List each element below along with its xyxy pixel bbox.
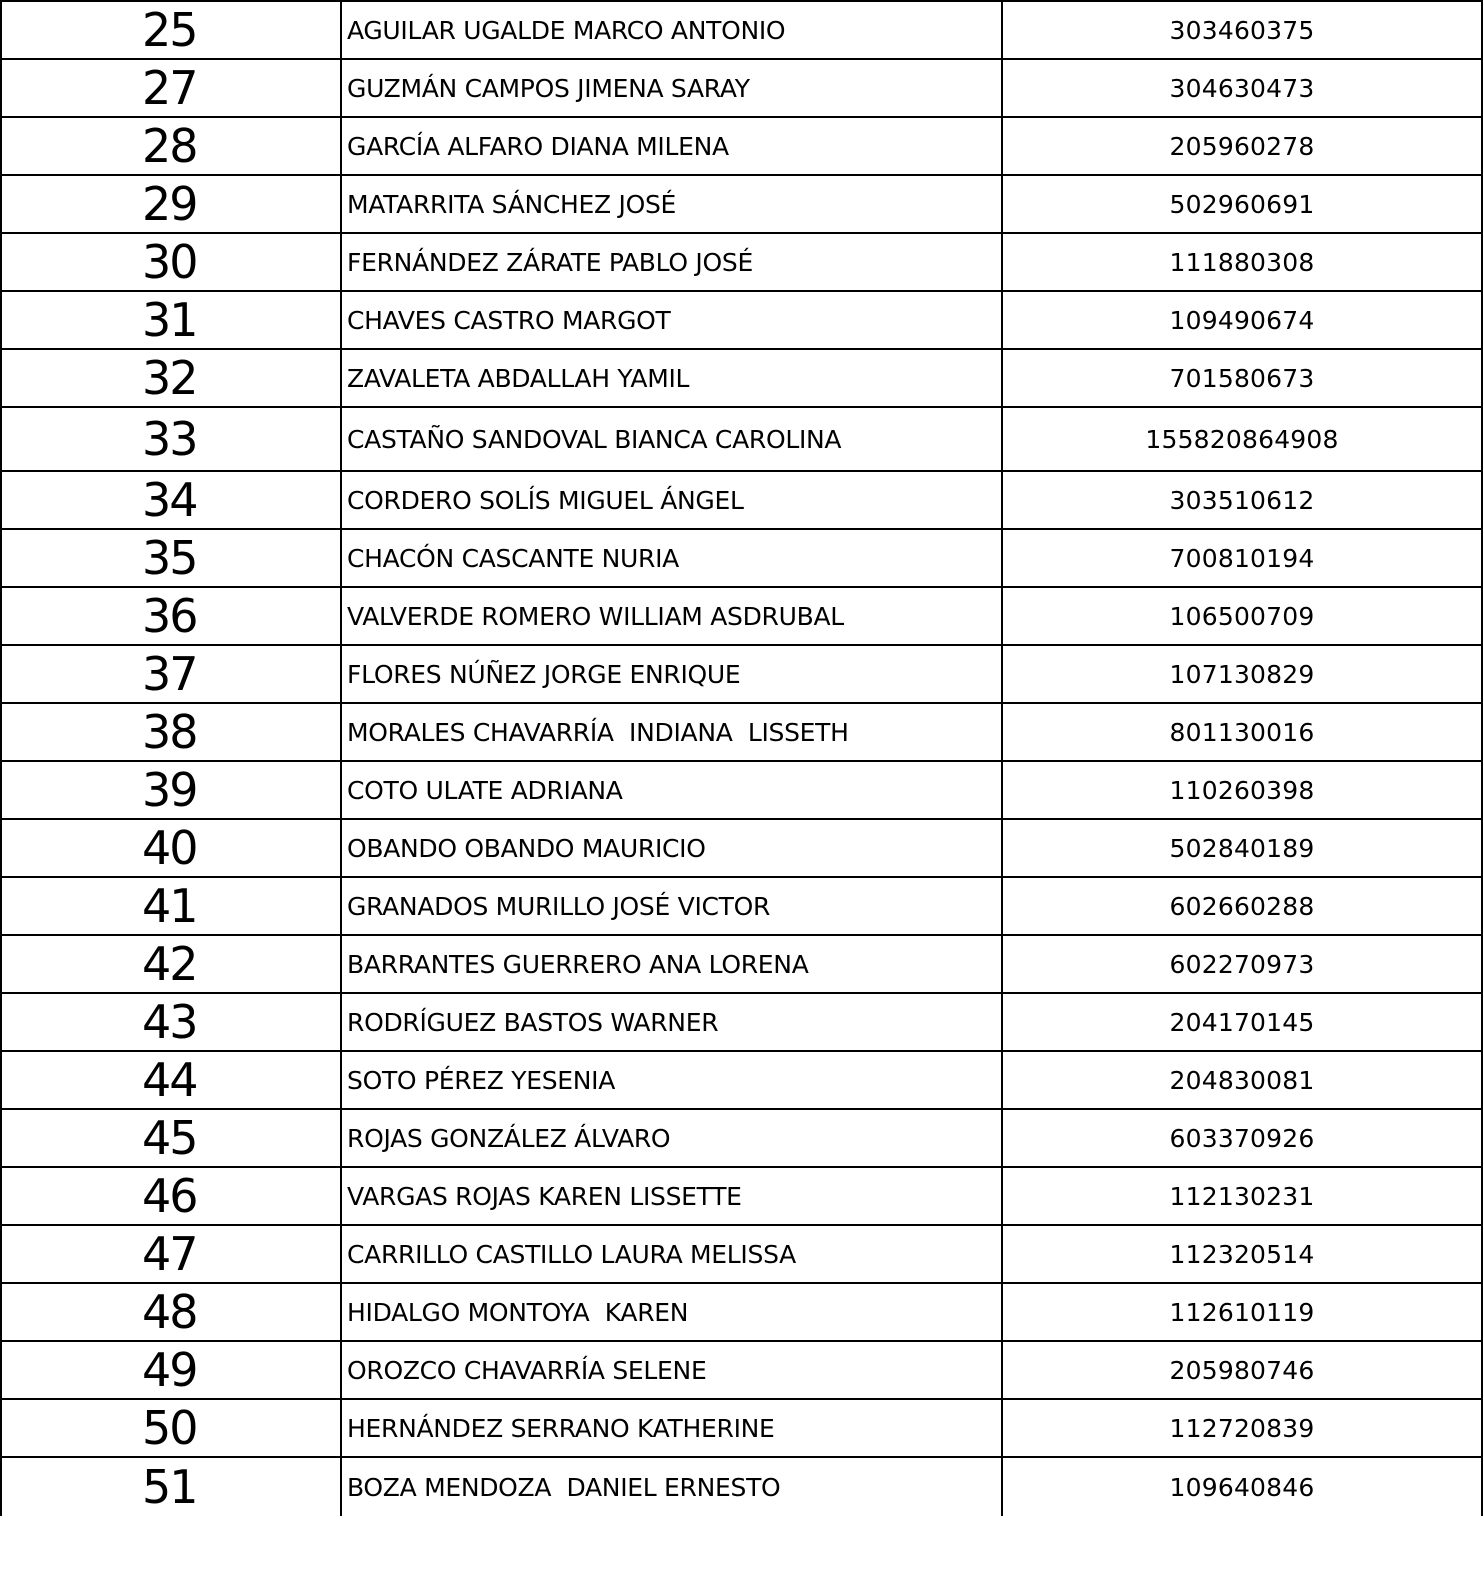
person-name: HERNÁNDEZ SERRANO KATHERINE [341, 1399, 1002, 1457]
table-row [1, 993, 1482, 1051]
id-number: 700810194 [1002, 529, 1482, 587]
row-number: 30 [1, 233, 341, 291]
table-row [1, 233, 1482, 291]
table-row [1, 587, 1482, 645]
id-number: 303460375 [1002, 1, 1482, 59]
table-row [1, 1225, 1482, 1283]
row-number: 36 [1, 587, 341, 645]
person-name: RODRÍGUEZ BASTOS WARNER [341, 993, 1002, 1051]
row-number: 44 [1, 1051, 341, 1109]
id-number: 112130231 [1002, 1167, 1482, 1225]
id-number: 109490674 [1002, 291, 1482, 349]
table-row [1, 291, 1482, 349]
table-row [1, 1167, 1482, 1225]
table-row [1, 935, 1482, 993]
table-row [1, 877, 1482, 935]
id-number: 106500709 [1002, 587, 1482, 645]
id-number: 205980746 [1002, 1341, 1482, 1399]
table-row [1, 349, 1482, 407]
id-number: 204830081 [1002, 1051, 1482, 1109]
row-number: 51 [1, 1457, 341, 1516]
row-number: 31 [1, 291, 341, 349]
id-number: 502840189 [1002, 819, 1482, 877]
id-number: 204170145 [1002, 993, 1482, 1051]
table-row [1, 175, 1482, 233]
table-row [1, 645, 1482, 703]
person-name: FERNÁNDEZ ZÁRATE PABLO JOSÉ [341, 233, 1002, 291]
person-name: BARRANTES GUERRERO ANA LORENA [341, 935, 1002, 993]
row-number: 40 [1, 819, 341, 877]
row-number: 47 [1, 1225, 341, 1283]
table-row [1, 59, 1482, 117]
row-number: 42 [1, 935, 341, 993]
table-row [1, 761, 1482, 819]
table-row [1, 1399, 1482, 1457]
id-number: 304630473 [1002, 59, 1482, 117]
table-row [1, 1283, 1482, 1341]
row-number: 41 [1, 877, 341, 935]
id-number: 303510612 [1002, 471, 1482, 529]
person-name: GUZMÁN CAMPOS JIMENA SARAY [341, 59, 1002, 117]
id-number: 111880308 [1002, 233, 1482, 291]
table-row [1, 471, 1482, 529]
row-number: 50 [1, 1399, 341, 1457]
row-number: 37 [1, 645, 341, 703]
person-name: FLORES NÚÑEZ JORGE ENRIQUE [341, 645, 1002, 703]
row-number: 34 [1, 471, 341, 529]
person-name: GRANADOS MURILLO JOSÉ VICTOR [341, 877, 1002, 935]
table-row [1, 117, 1482, 175]
person-name: MORALES CHAVARRÍA INDIANA LISSETH [341, 703, 1002, 761]
row-number: 25 [1, 1, 341, 59]
row-number: 28 [1, 117, 341, 175]
table-row [1, 703, 1482, 761]
id-number: 107130829 [1002, 645, 1482, 703]
row-number: 27 [1, 59, 341, 117]
person-name: HIDALGO MONTOYA KAREN [341, 1283, 1002, 1341]
person-name: CORDERO SOLÍS MIGUEL ÁNGEL [341, 471, 1002, 529]
row-number: 48 [1, 1283, 341, 1341]
row-number: 45 [1, 1109, 341, 1167]
id-number: 502960691 [1002, 175, 1482, 233]
id-number: 110260398 [1002, 761, 1482, 819]
table-row [1, 1341, 1482, 1399]
person-name: COTO ULATE ADRIANA [341, 761, 1002, 819]
person-name: CHAVES CASTRO MARGOT [341, 291, 1002, 349]
row-number: 49 [1, 1341, 341, 1399]
row-number: 33 [1, 407, 341, 471]
table-row [1, 1109, 1482, 1167]
table-row [1, 529, 1482, 587]
person-name: CHACÓN CASCANTE NURIA [341, 529, 1002, 587]
id-number: 112720839 [1002, 1399, 1482, 1457]
id-number: 205960278 [1002, 117, 1482, 175]
person-name: SOTO PÉREZ YESENIA [341, 1051, 1002, 1109]
person-name: BOZA MENDOZA DANIEL ERNESTO [341, 1457, 1002, 1516]
id-number: 602660288 [1002, 877, 1482, 935]
table-row [1, 1051, 1482, 1109]
id-number: 112320514 [1002, 1225, 1482, 1283]
person-name: OROZCO CHAVARRÍA SELENE [341, 1341, 1002, 1399]
row-number: 29 [1, 175, 341, 233]
person-name: AGUILAR UGALDE MARCO ANTONIO [341, 1, 1002, 59]
person-name: VARGAS ROJAS KAREN LISSETTE [341, 1167, 1002, 1225]
person-name: MATARRITA SÁNCHEZ JOSÉ [341, 175, 1002, 233]
id-number: 155820864908 [1002, 407, 1482, 471]
row-number: 46 [1, 1167, 341, 1225]
id-number: 801130016 [1002, 703, 1482, 761]
table-row [1, 1457, 1482, 1516]
person-name: VALVERDE ROMERO WILLIAM ASDRUBAL [341, 587, 1002, 645]
table-row [1, 1, 1482, 59]
row-number: 39 [1, 761, 341, 819]
person-name: CARRILLO CASTILLO LAURA MELISSA [341, 1225, 1002, 1283]
id-number: 701580673 [1002, 349, 1482, 407]
person-name: OBANDO OBANDO MAURICIO [341, 819, 1002, 877]
id-number: 602270973 [1002, 935, 1482, 993]
person-name: ZAVALETA ABDALLAH YAMIL [341, 349, 1002, 407]
id-number: 112610119 [1002, 1283, 1482, 1341]
person-name: ROJAS GONZÁLEZ ÁLVARO [341, 1109, 1002, 1167]
person-name: GARCÍA ALFARO DIANA MILENA [341, 117, 1002, 175]
row-number: 38 [1, 703, 341, 761]
row-number: 32 [1, 349, 341, 407]
id-number: 109640846 [1002, 1457, 1482, 1516]
person-name: CASTAÑO SANDOVAL BIANCA CAROLINA [341, 407, 1002, 471]
id-number: 603370926 [1002, 1109, 1482, 1167]
table-row [1, 407, 1482, 471]
table-row [1, 819, 1482, 877]
row-number: 43 [1, 993, 341, 1051]
row-number: 35 [1, 529, 341, 587]
